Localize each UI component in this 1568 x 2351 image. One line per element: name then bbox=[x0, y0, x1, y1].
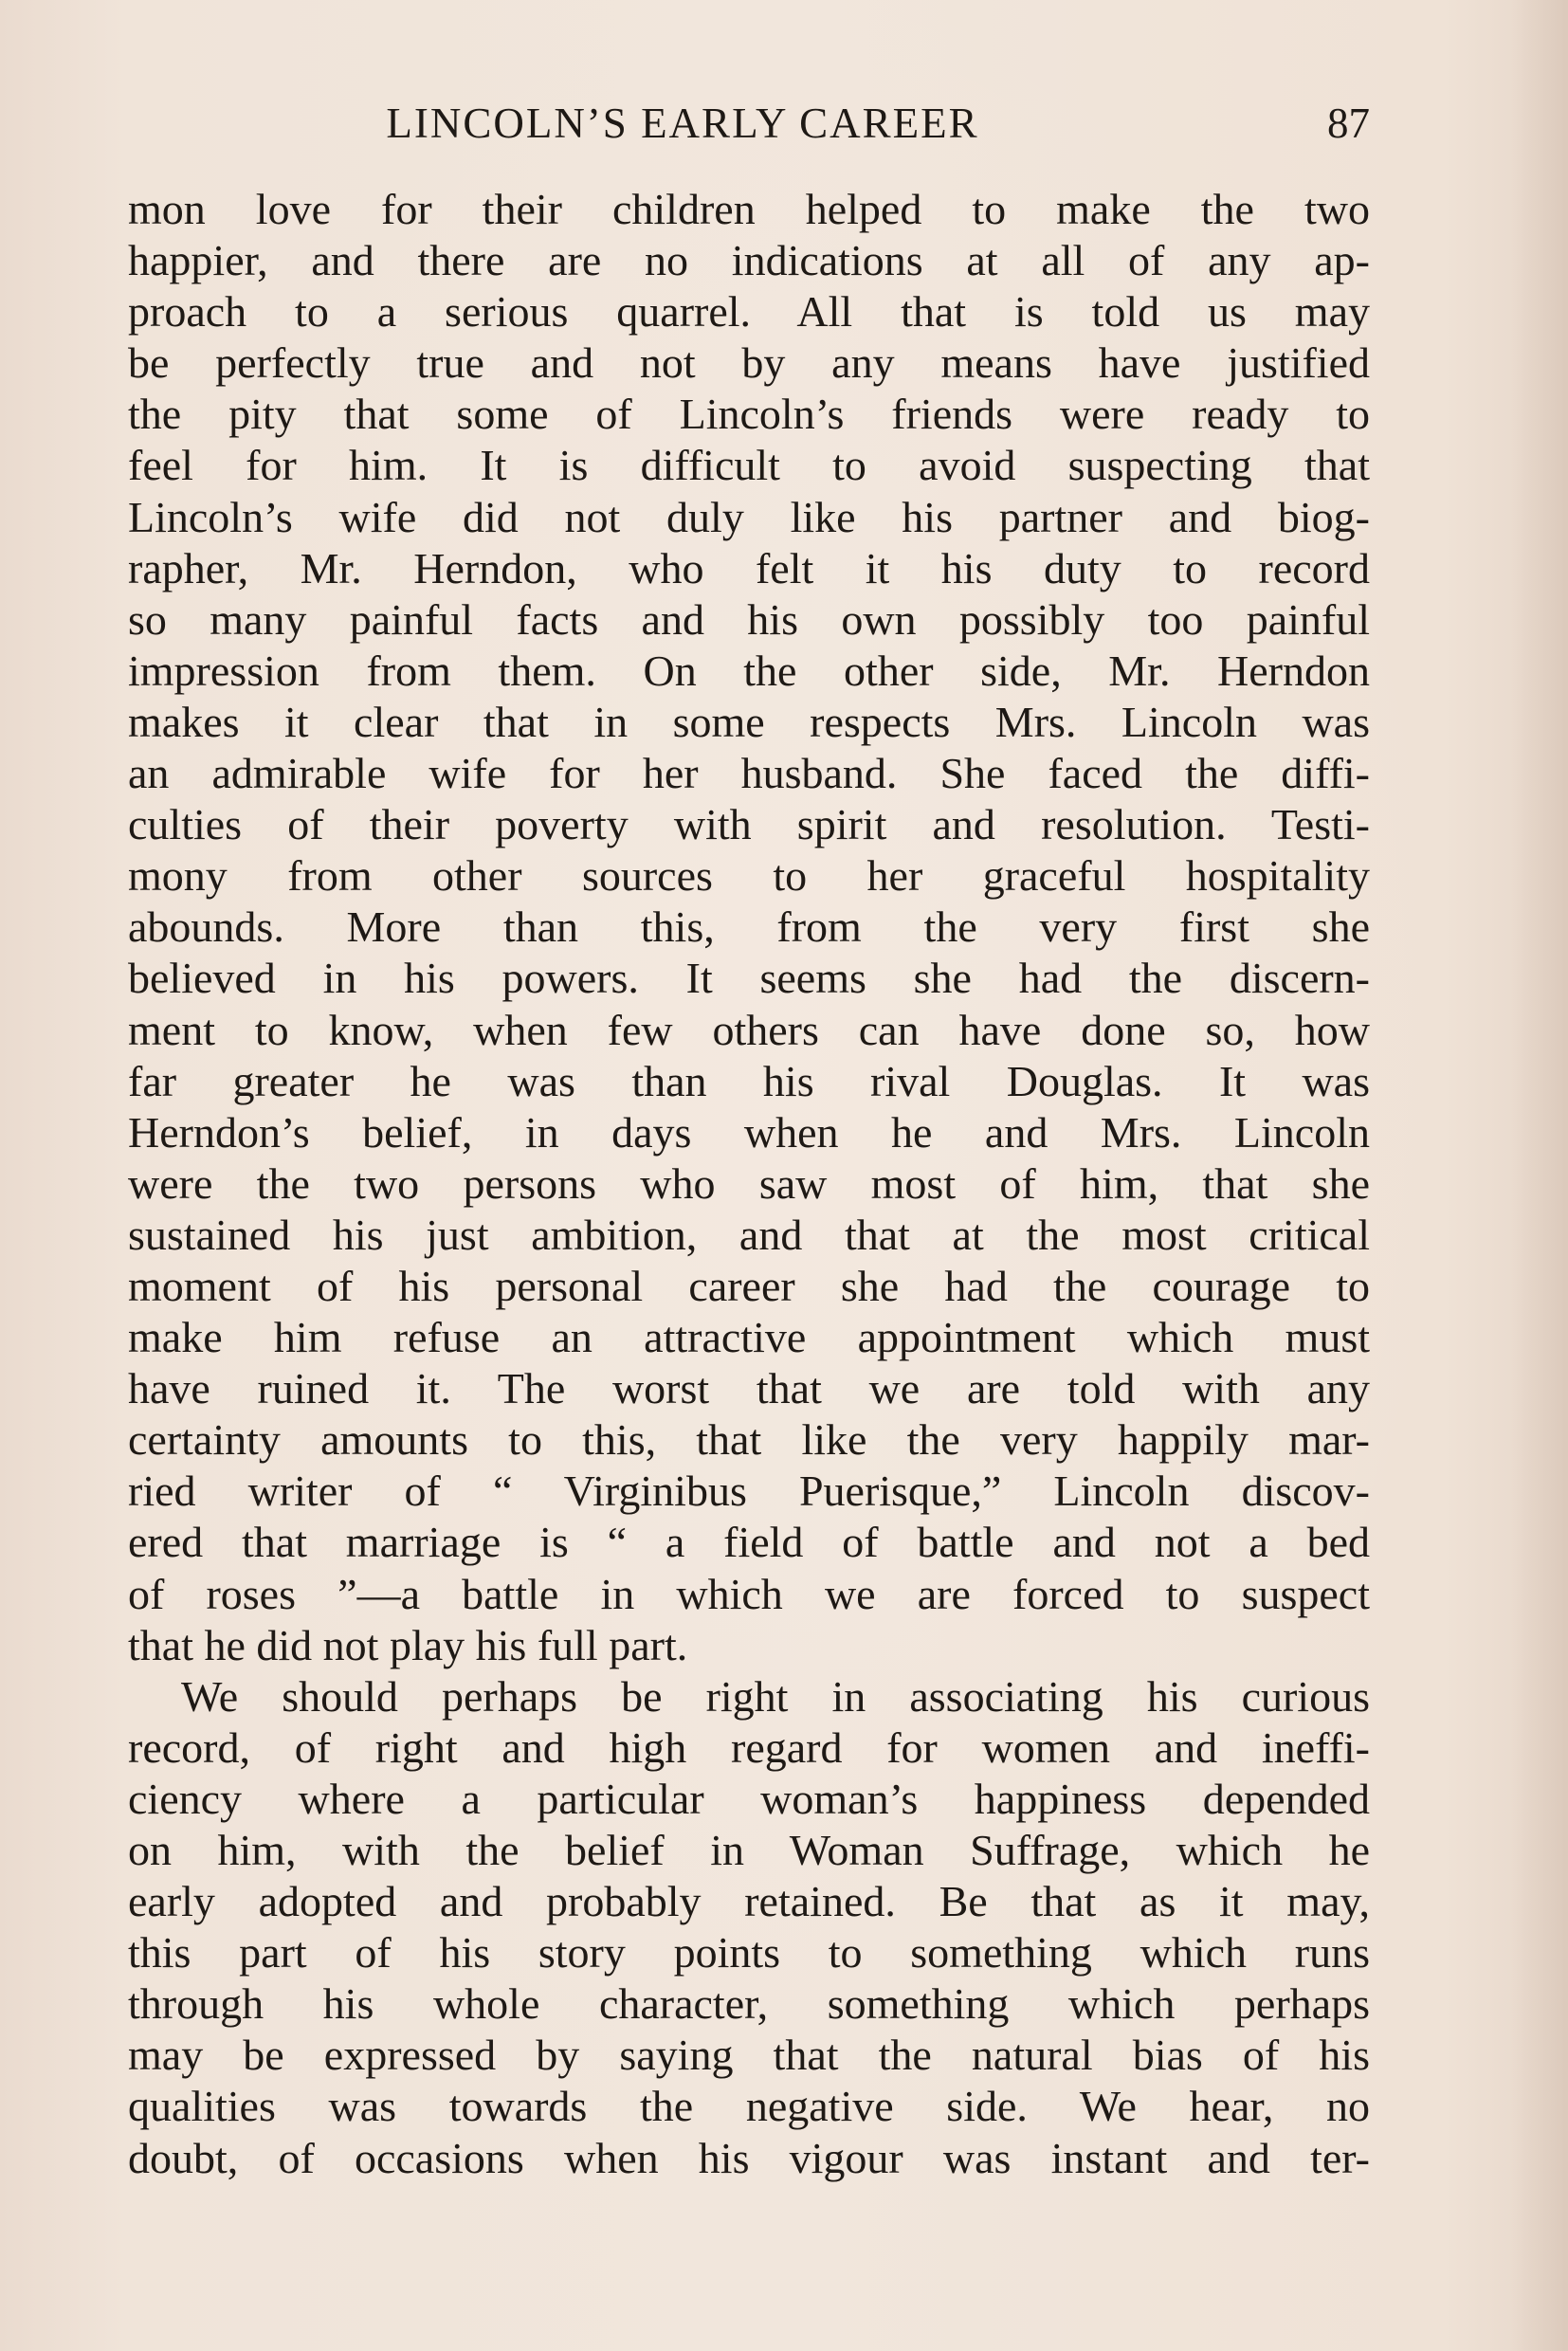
text-line: happier, and there are no indications at all of any ap- bbox=[128, 236, 1370, 285]
text-line: far greater he was than his rival Douglas. It was bbox=[128, 1056, 1370, 1105]
text-line: doubt, of occasions when his vigour was instant and ter- bbox=[128, 2133, 1370, 2182]
text-line: moment of his personal career she had the courage to bbox=[128, 1261, 1370, 1310]
text-line: impression from them. On the other side, Mr. Herndon bbox=[128, 646, 1370, 695]
text-line: be perfectly true and not by any means have justified bbox=[128, 338, 1370, 388]
page-edge-shadow bbox=[1511, 0, 1568, 2351]
body-text bbox=[128, 184, 1370, 2184]
text-line: ment to know, when few others can have done so, how bbox=[128, 1005, 1370, 1054]
text-line: feel for him. It is difficult to avoid suspecting that bbox=[128, 441, 1370, 490]
text-line: Herndon’s belief, in days when he and Mrs. Lincoln bbox=[128, 1107, 1370, 1157]
paragraph-end-line: that he did not play his full part. bbox=[128, 1620, 688, 1669]
text-line: believed in his powers. It seems she had the discern- bbox=[128, 954, 1370, 1003]
text-line: have ruined it. The worst that we are told with any bbox=[128, 1364, 1370, 1413]
text-line: early adopted and probably retained. Be that as it may, bbox=[128, 1877, 1370, 1926]
text-line: make him refuse an attractive appointment which must bbox=[128, 1313, 1370, 1362]
text-line: mony from other sources to her graceful hospitality bbox=[128, 851, 1370, 901]
text-line: ried writer of “ Virginibus Puerisque,” Lincoln discov- bbox=[128, 1467, 1370, 1516]
text-line: through his whole character, something which perhaps bbox=[128, 1979, 1370, 2029]
text-line: mon love for their children helped to make the two bbox=[128, 185, 1370, 233]
running-head bbox=[128, 95, 1370, 152]
text-line: ered that marriage is “ a field of battle and not a bed bbox=[128, 1518, 1370, 1567]
text-line: culties of their poverty with spirit and resolution. Testi- bbox=[128, 800, 1370, 849]
text-line: Lincoln’s wife did not duly like his partner and biog- bbox=[128, 492, 1370, 541]
text-line: the pity that some of Lincoln’s friends were ready to bbox=[128, 390, 1370, 439]
text-line: on him, with the belief in Woman Suffrage, which he bbox=[128, 1826, 1370, 1874]
paragraph-start-line: We should perhaps be right in associating his curious bbox=[181, 1671, 1370, 1721]
text-line: proach to a serious quarrel. All that is told us may bbox=[128, 287, 1370, 337]
text-line: record, of right and high regard for women and ineffi- bbox=[128, 1722, 1370, 1772]
text-line: sustained his just ambition, and that at the most critical bbox=[128, 1210, 1370, 1259]
text-line: of roses ”—a battle in which we are forced to suspect bbox=[128, 1569, 1370, 1618]
text-line: so many painful facts and his own possibly too painful bbox=[128, 594, 1370, 644]
text-line: this part of his story points to something which runs bbox=[128, 1928, 1370, 1977]
text-line: certainty amounts to this, that like the very happily mar- bbox=[128, 1415, 1370, 1465]
text-line: may be expressed by saying that the natural bias of his bbox=[128, 2031, 1370, 2080]
text-line: an admirable wife for her husband. She faced the diffi- bbox=[128, 749, 1370, 798]
page-number: 87 bbox=[1327, 100, 1370, 147]
text-line: rapher, Mr. Herndon, who felt it his duty to record bbox=[128, 543, 1370, 592]
text-line: abounds. More than this, from the very first she bbox=[128, 902, 1370, 952]
text-line: makes it clear that in some respects Mrs. Lincoln was bbox=[128, 697, 1370, 746]
text-line: ciency where a particular woman’s happiness depended bbox=[128, 1774, 1370, 1823]
running-title: LINCOLN’S EARLY CAREER bbox=[386, 100, 979, 147]
text-line: qualities was towards the negative side. We hear, no bbox=[128, 2082, 1370, 2131]
text-line: were the two persons who saw most of him, that she bbox=[128, 1158, 1370, 1208]
